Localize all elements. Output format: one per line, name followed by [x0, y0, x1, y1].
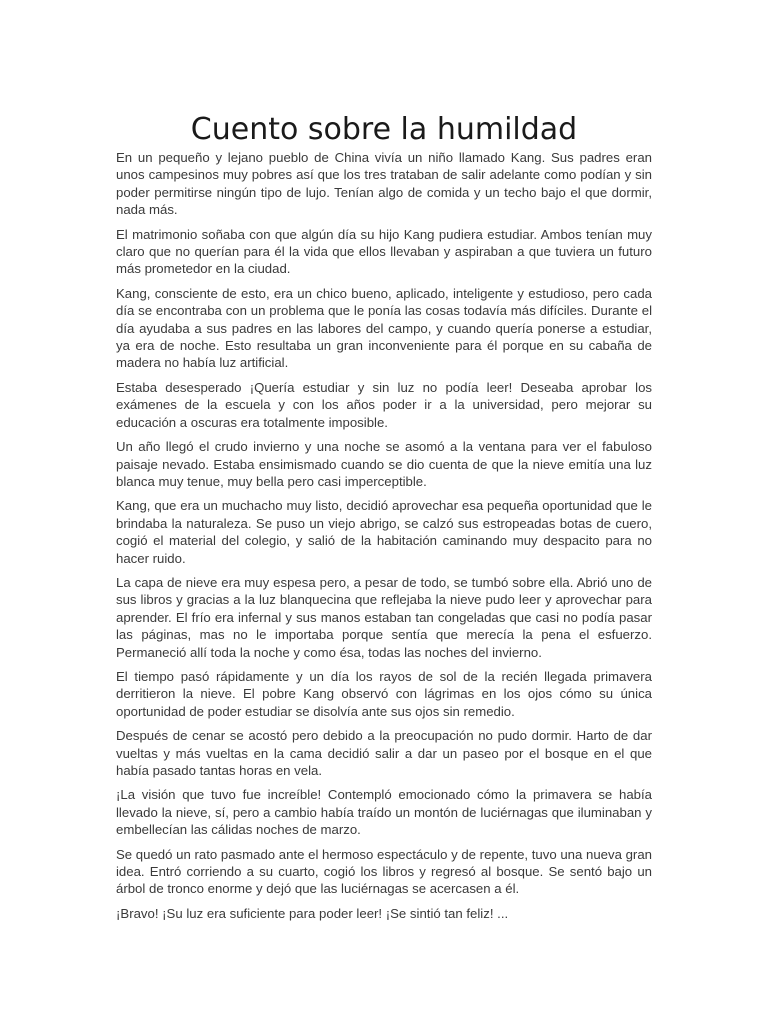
document-body [116, 149, 652, 929]
paragraph: Kang, consciente de esto, era un chico bueno, aplicado, inteligente y estudioso, pero cada día se encontraba con un problema que le ponía las cosas todavía más difíciles. Durante el día ayudaba a sus padres en las labores del campo, y cuando quería ponerse a estudiar, ya era de noche. Esto resultaba un gran inconveniente para él porque en su cabaña de madera no había luz artificial. [116, 285, 652, 371]
paragraph: Un año llegó el crudo invierno y una noche se asomó a la ventana para ver el fabuloso paisaje nevado. Estaba ensimismado cuando se dio cuenta de que la nieve emitía una luz blanca muy tenue, muy bella pero casi imperceptible. [116, 439, 652, 489]
paragraph: El tiempo pasó rápidamente y un día los rayos de sol de la recién llegada primavera derritieron la nieve. El pobre Kang observó con lágrimas en los ojos cómo su única oportunidad de poder estudiar se disolvía ante sus ojos sin remedio. [116, 668, 652, 719]
paragraph: Después de cenar se acostó pero debido a la preocupación no pudo dormir. Harto de dar vueltas y más vueltas en la cama decidió salir a dar un paseo por el bosque en el que había pasado tantas horas en vela. [116, 728, 652, 778]
document-title: Cuento sobre la humildad [190, 112, 578, 148]
paragraph: Estaba desesperado ¡Quería estudiar y sin luz no podía leer! Deseaba aprobar los exámenes de la escuela y con los años poder ir a la universidad, pero mejorar su educación a oscuras era totalmente imposible. [116, 379, 652, 430]
paragraph: El matrimonio soñaba con que algún día su hijo Kang pudiera estudiar. Ambos tenían muy claro que no querían para él la vida que ellos llevaban y aspiraban a que tuviera un futuro más prometedor en la ciudad. [116, 226, 652, 277]
paragraph: En un pequeño y lejano pueblo de China vivía un niño llamado Kang. Sus padres eran unos campesinos muy pobres así que los tres trataban de salir adelante como podían y sin poder permitirse ningún tipo de lujo. Tenían algo de comida y un techo bajo el que dormir, nada más. [116, 150, 652, 218]
paragraph: ¡Bravo! ¡Su luz era suficiente para poder leer! ¡Se sintió tan feliz! ... [116, 905, 509, 921]
paragraph: Se quedó un rato pasmado ante el hermoso espectáculo y de repente, tuvo una nueva gran idea. Entró corriendo a su cuarto, cogió los libros y regresó al bosque. Se sentó bajo un árbol de tronco enorme y dejó que las luciérnagas se acercasen a él. [116, 846, 652, 897]
paragraph: La capa de nieve era muy espesa pero, a pesar de todo, se tumbó sobre ella. Abrió uno de sus libros y gracias a la luz blanquecina que reflejaba la nieve pudo leer y aprovechar para aprender. El frío era infernal y sus manos estaban tan congeladas que casi no podía pasar las páginas, mas no le importaba porque sentía que merecía la pena el esfuerzo. Permaneció allí toda la noche y como ésa, todas las noches del invierno. [116, 574, 652, 660]
paragraph: Kang, que era un muchacho muy listo, decidió aprovechar esa pequeña oportunidad que le brindaba la naturaleza. Se puso un viejo abrigo, se calzó sus estropeadas botas de cuero, cogió el material del colegio, y salió de la habitación caminando muy despacito para no hacer ruido. [116, 498, 652, 566]
paragraph: ¡La visión que tuvo fue increíble! Contempló emocionado cómo la primavera se había llevado la nieve, sí, pero a cambio había traído un montón de luciérnagas que iluminaban y embellecían las cálidas noches de marzo. [116, 787, 652, 838]
